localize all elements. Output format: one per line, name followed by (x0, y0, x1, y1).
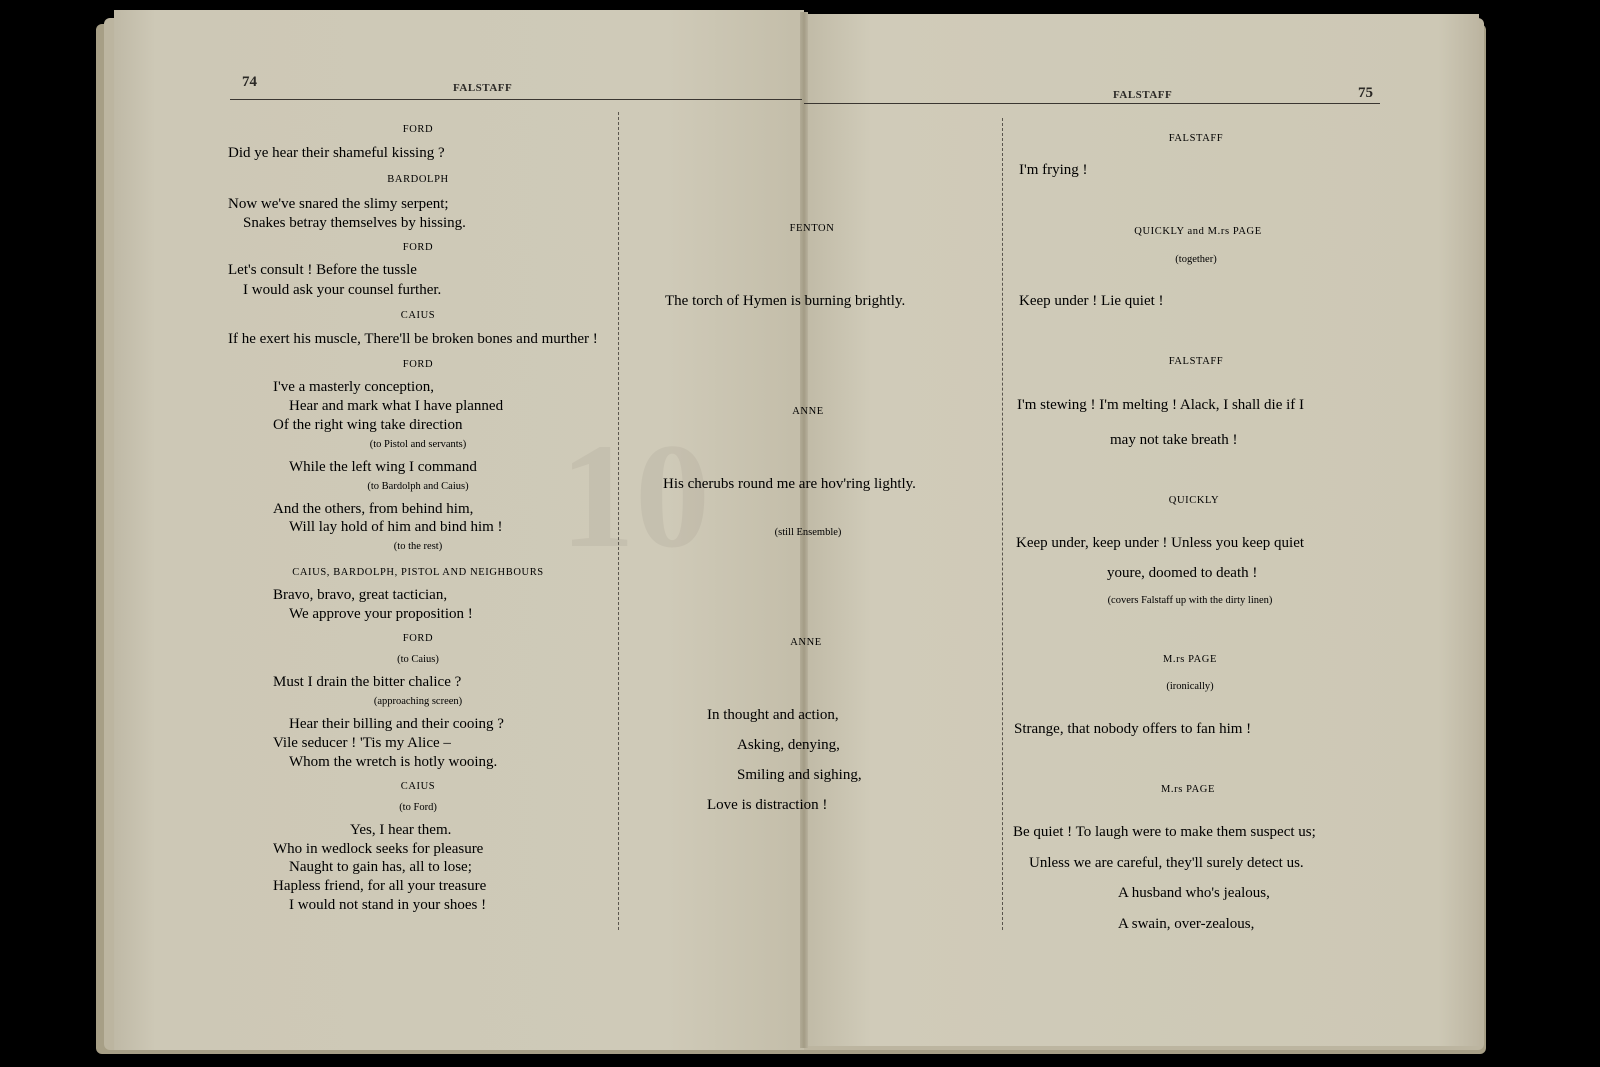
verse-line: If he exert his muscle, There'll be broken bones and murther ! (228, 331, 598, 347)
verse-line: I would ask your counsel further. (243, 282, 442, 298)
stage-direction: (to Bardolph and Caius) (367, 481, 469, 492)
speaker-name: CAIUS, BARDOLPH, PISTOL AND NEIGHBOURS (292, 567, 544, 578)
right-running-header: FALSTAFF (1113, 89, 1173, 101)
verse-line: Keep under ! Lie quiet ! (1019, 293, 1164, 309)
verse-line: The torch of Hymen is burning brightly. (665, 293, 906, 309)
verse-line: In thought and action, (707, 707, 839, 723)
verse-line: Vile seducer ! 'Tis my Alice – (273, 735, 451, 751)
verse-line: Be quiet ! To laugh were to make them suspect us; (1013, 824, 1316, 840)
speaker-name: FALSTAFF (1168, 356, 1224, 367)
right-column-divider (1002, 118, 1003, 930)
stage-direction: (together) (1175, 254, 1217, 265)
verse-line: Hapless friend, for all your treasure (273, 878, 487, 894)
verse-line: I would not stand in your shoes ! (289, 897, 487, 913)
verse-line: Keep under, keep under ! Unless you keep quiet (1016, 535, 1305, 551)
speaker-name: QUICKLY and M.rs PAGE (1134, 226, 1262, 237)
verse-line: I'm frying ! (1019, 162, 1088, 178)
stage-direction: (to Ford) (399, 802, 437, 813)
verse-line: We approve your proposition ! (289, 606, 473, 622)
verse-line: Love is distraction ! (707, 797, 828, 813)
verse-line: Now we've snared the slimy serpent; (228, 196, 449, 212)
speaker-name: FORD (402, 633, 434, 644)
verse-line: Who in wedlock seeks for pleasure (273, 841, 484, 857)
verse-line: I'm stewing ! I'm melting ! Alack, I shall die if I (1017, 397, 1305, 413)
stage-direction: (approaching screen) (373, 696, 463, 707)
verse-line: Let's consult ! Before the tussle (228, 262, 417, 278)
speaker-name: M.rs PAGE (1160, 784, 1216, 795)
verse-line: Strange, that nobody offers to fan him ! (1014, 721, 1252, 737)
stage-direction: (ironically) (1166, 681, 1214, 692)
verse-line: Naught to gain has, all to lose; (289, 859, 472, 875)
speaker-name: M.rs PAGE (1162, 654, 1218, 665)
verse-line: may not take breath ! (1110, 432, 1238, 448)
verse-line: Bravo, bravo, great tactician, (273, 587, 448, 603)
left-header-rule (230, 99, 802, 100)
verse-line: youre, doomed to death ! (1107, 565, 1258, 581)
verse-line: Yes, I hear them. (350, 822, 452, 838)
speaker-name: FENTON (789, 223, 835, 234)
stage-direction: (still Ensemble) (774, 527, 842, 538)
stage-direction: (to Caius) (397, 654, 439, 665)
verse-line: Snakes betray themselves by hissing. (243, 215, 466, 231)
verse-line: And the others, from behind him, (273, 501, 474, 517)
speaker-name: FORD (402, 124, 434, 135)
verse-line: Hear their billing and their cooing ? (289, 716, 504, 732)
verse-line: A swain, over-zealous, (1118, 916, 1255, 932)
library-watermark: 10 (560, 413, 710, 579)
right-header-rule (804, 103, 1380, 104)
verse-line: Whom the wretch is hotly wooing. (289, 754, 498, 770)
verse-line: Must I drain the bitter chalice ? (273, 674, 462, 690)
verse-line: Unless we are careful, they'll surely detect us. (1029, 855, 1304, 871)
right-page-number: 75 (1358, 85, 1373, 101)
verse-line: His cherubs round me are hov'ring lightly. (663, 476, 916, 492)
verse-line: Of the right wing take direction (273, 417, 463, 433)
speaker-name: BARDOLPH (387, 174, 449, 185)
left-running-header: FALSTAFF (453, 82, 513, 94)
stage-direction: (covers Falstaff up with the dirty linen) (1107, 595, 1273, 606)
verse-line: Hear and mark what I have planned (289, 398, 504, 414)
verse-line: I've a masterly conception, (273, 379, 434, 395)
stage-direction: (to Pistol and servants) (369, 439, 467, 450)
speaker-name: FORD (402, 359, 434, 370)
speaker-name: QUICKLY (1168, 495, 1220, 506)
stage-direction: (to the rest) (393, 541, 443, 552)
speaker-name: ANNE (790, 637, 822, 648)
left-page-number: 74 (242, 74, 257, 90)
verse-line: While the left wing I command (289, 459, 477, 475)
speaker-name: CAIUS (400, 781, 436, 792)
verse-line: Did ye hear their shameful kissing ? (228, 145, 445, 161)
left-column-divider (618, 112, 619, 930)
speaker-name: CAIUS (400, 310, 436, 321)
verse-line: A husband who's jealous, (1118, 885, 1270, 901)
speaker-name: FORD (402, 242, 434, 253)
speaker-name: FALSTAFF (1168, 133, 1224, 144)
verse-line: Will lay hold of him and bind him ! (289, 519, 503, 535)
speaker-name: ANNE (792, 406, 824, 417)
verse-line: Asking, denying, (737, 737, 840, 753)
verse-line: Smiling and sighing, (737, 767, 862, 783)
